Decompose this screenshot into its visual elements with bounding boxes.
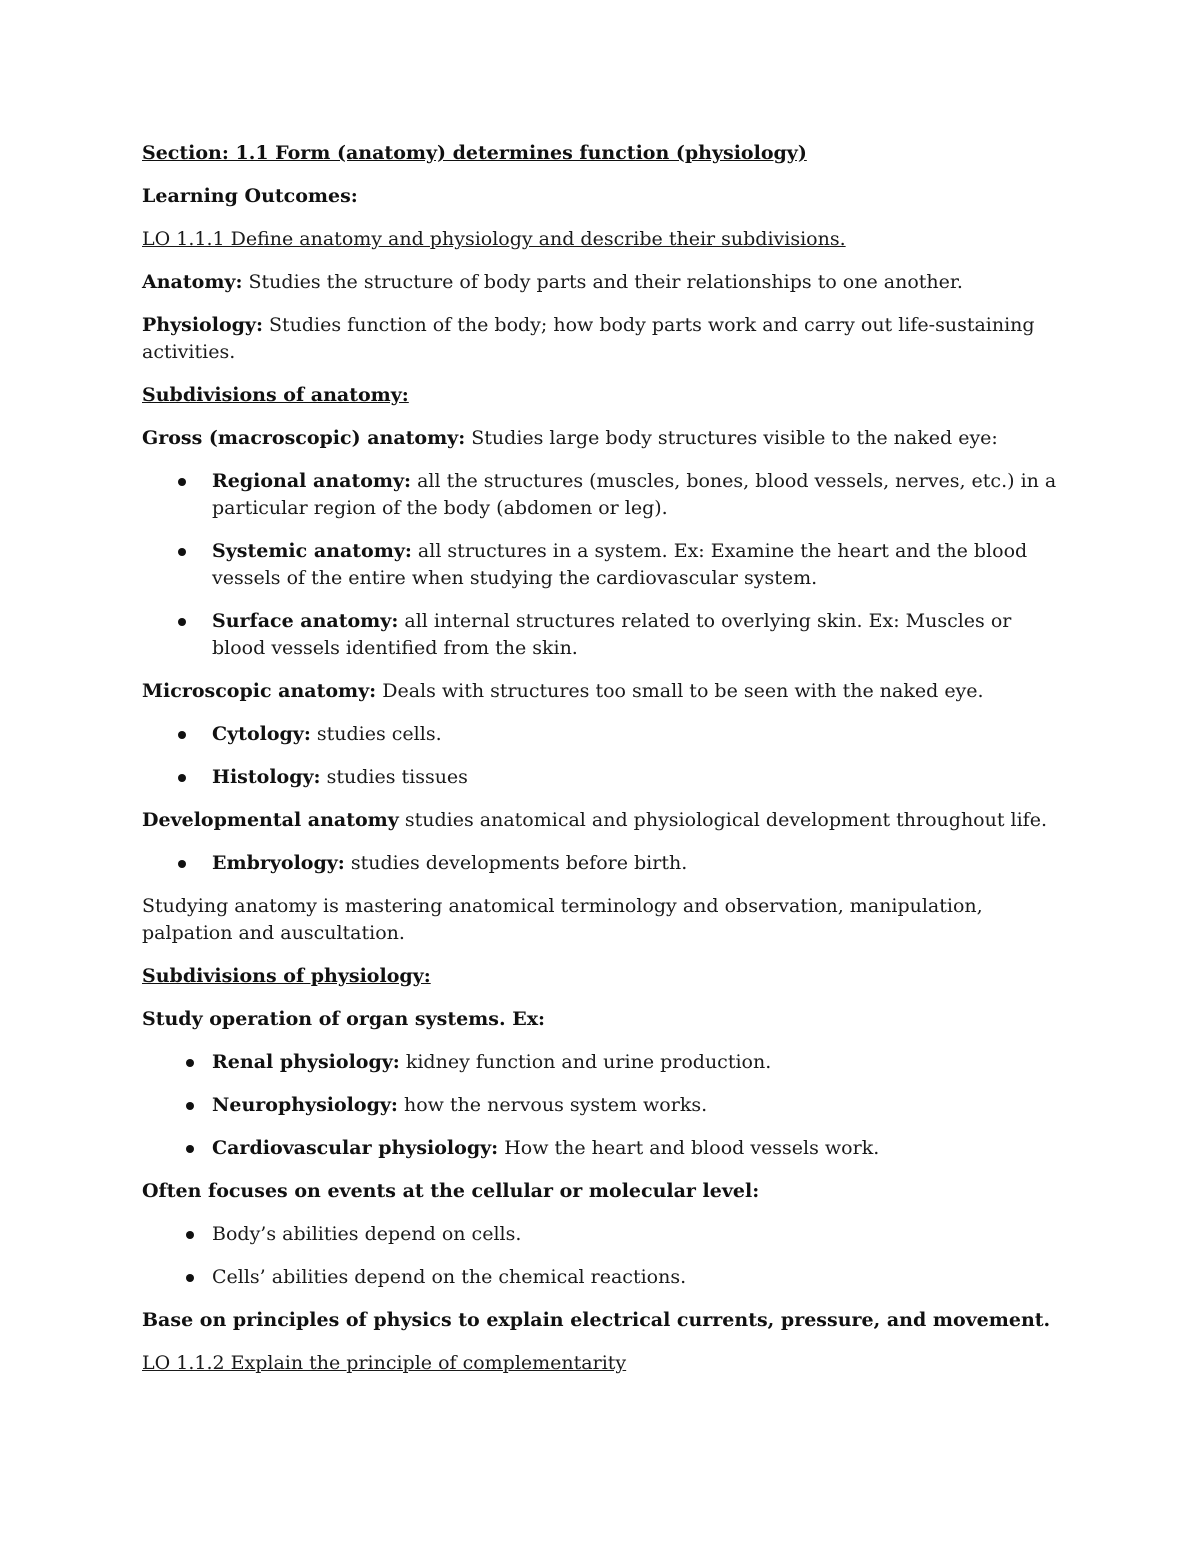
list-item: Neurophysiology: how the nervous system works. <box>142 1092 1062 1119</box>
list-item: Cytology: studies cells. <box>142 721 1062 748</box>
document-page <box>142 140 1062 1377</box>
bullet-icon <box>178 860 186 868</box>
bullet-icon <box>186 1145 194 1153</box>
bullet-icon <box>186 1231 194 1239</box>
cellular-level-heading: Often focuses on events at the cellular or molecular level: <box>142 1180 760 1202</box>
cellular-list <box>142 1221 1062 1291</box>
list-item: Embryology: studies developments before birth. <box>142 850 1062 877</box>
subdivisions-anatomy-heading: Subdivisions of anatomy: <box>142 384 409 406</box>
microscopic-anatomy: Microscopic anatomy: Deals with structures too small to be seen with the naked eye. <box>142 680 984 702</box>
list-item: Renal physiology: kidney function and urine production. <box>142 1049 1062 1076</box>
microscopic-anatomy-list <box>142 721 1062 791</box>
list-item: Regional anatomy: all the structures (muscles, bones, blood vessels, nerves, etc.) in a particular region of the body (abdomen or leg). <box>142 468 1062 522</box>
bullet-icon <box>186 1102 194 1110</box>
lo-1-1-2: LO 1.1.2 Explain the principle of complementarity <box>142 1352 627 1374</box>
list-item: Cells’ abilities depend on the chemical reactions. <box>142 1264 1062 1291</box>
list-item: Surface anatomy: all internal structures related to overlying skin. Ex: Muscles or blood vessels identified from the skin. <box>142 608 1062 662</box>
list-item: Body’s abilities depend on cells. <box>142 1221 1062 1248</box>
list-item: Cardiovascular physiology: How the heart and blood vessels work. <box>142 1135 1062 1162</box>
learning-outcomes-heading: Learning Outcomes: <box>142 185 358 207</box>
anatomy-definition: Anatomy: Studies the structure of body parts and their relationships to one another. <box>142 271 963 293</box>
subdivisions-physiology-heading: Subdivisions of physiology: <box>142 965 431 987</box>
physics-principles: Base on principles of physics to explain electrical currents, pressure, and movement. <box>142 1309 1051 1331</box>
study-operation-heading: Study operation of organ systems. Ex: <box>142 1008 546 1030</box>
gross-anatomy-list <box>142 468 1062 662</box>
bullet-icon <box>178 478 186 486</box>
bullet-icon <box>178 774 186 782</box>
bullet-icon <box>186 1274 194 1282</box>
section-title: Section: 1.1 Form (anatomy) determines function (physiology) <box>142 142 807 164</box>
physiology-list <box>142 1049 1062 1162</box>
list-item: Systemic anatomy: all structures in a system. Ex: Examine the heart and the blood vessels of the entire when studying the cardiovascular system. <box>142 538 1062 592</box>
gross-anatomy: Gross (macroscopic) anatomy: Studies large body structures visible to the naked eye: <box>142 427 998 449</box>
list-item: Histology: studies tissues <box>142 764 1062 791</box>
studying-anatomy-text: Studying anatomy is mastering anatomical terminology and observation, manipulation, palpation and auscultation. <box>142 895 983 944</box>
physiology-definition: Physiology: Studies function of the body; how body parts work and carry out life-sustaining activities. <box>142 314 1035 363</box>
bullet-icon <box>178 548 186 556</box>
bullet-icon <box>178 731 186 739</box>
bullet-icon <box>178 618 186 626</box>
lo-1-1-1: LO 1.1.1 Define anatomy and physiology and describe their subdivisions. <box>142 228 846 250</box>
bullet-icon <box>186 1059 194 1067</box>
developmental-anatomy-list <box>142 850 1062 877</box>
developmental-anatomy: Developmental anatomy studies anatomical and physiological development throughout life. <box>142 809 1047 831</box>
